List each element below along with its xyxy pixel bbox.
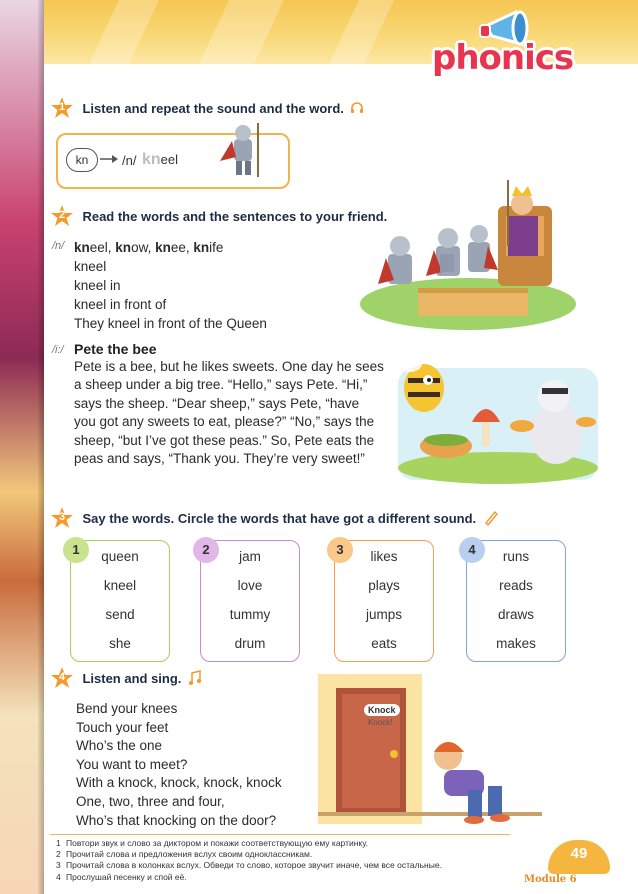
bee-and-sheep-illustration bbox=[386, 336, 606, 484]
word-group-4 bbox=[466, 540, 566, 662]
door-illustration bbox=[318, 674, 542, 826]
footer-divider bbox=[50, 834, 510, 835]
word-option[interactable]: runs bbox=[502, 549, 530, 564]
sound-symbol: /n/ bbox=[122, 153, 137, 168]
word-option[interactable]: kneel bbox=[103, 578, 137, 593]
word-option[interactable]: jumps bbox=[365, 607, 402, 622]
footer-line: 2 Прочитай слова и предложения вслух своим одноклассникам. bbox=[56, 849, 313, 860]
group-number-badge: 3 bbox=[327, 537, 353, 563]
word-option[interactable]: likes bbox=[370, 549, 398, 564]
exercise-3-title: Say the words. Circle the words that have got a different sound. bbox=[82, 510, 477, 526]
song-line: You want to meet? bbox=[76, 756, 188, 772]
star-badge-icon: 2 bbox=[50, 204, 74, 228]
word-group-3 bbox=[334, 540, 434, 662]
kn-line: kneel bbox=[74, 259, 107, 274]
headphones-icon bbox=[350, 101, 364, 115]
song-line: With a knock, knock, knock, knock bbox=[76, 775, 282, 791]
song-line: Touch your feet bbox=[76, 719, 169, 735]
kn-words-list bbox=[74, 238, 267, 333]
word-option[interactable]: reads bbox=[499, 578, 533, 593]
story-text: Pete is a bee, but he likes sweets. One day he sees a sheep under a big tree. “Hello,” says Pete. “Hi,” says the sheep. “Dear sheep,” says Pete, “have you got any sweets to eat, please?” “No,” says the sheep, “but I’ve got these peas.” So, Pete eats the peas and says, “Thank you. They’re very sweet!” bbox=[74, 359, 384, 467]
exercise-1-title: Listen and repeat the sound and the word. bbox=[82, 100, 344, 116]
word-option[interactable]: she bbox=[109, 636, 131, 651]
star-badge-icon: 4 bbox=[50, 666, 74, 690]
throne-room-illustration bbox=[358, 176, 578, 334]
exercise-4-title: Listen and sing. bbox=[82, 670, 182, 686]
page-number: 49 bbox=[548, 840, 610, 874]
footer-line: 1 Повтори звук и слово за диктором и покажи соответствующую ему картинку. bbox=[56, 838, 368, 848]
group-number-badge: 4 bbox=[459, 537, 485, 563]
word-option[interactable]: send bbox=[105, 607, 135, 622]
knight-illustration bbox=[214, 121, 274, 179]
exercise-2-title: Read the words and the sentences to your friend. bbox=[82, 208, 388, 224]
word-option[interactable]: plays bbox=[368, 578, 400, 593]
kn-line: kneel in bbox=[74, 278, 121, 293]
phonics-logo: phonics bbox=[432, 38, 574, 78]
knock-text: Knock! bbox=[368, 718, 393, 727]
exercise-1-header bbox=[50, 96, 364, 120]
song-line: Bend your knees bbox=[76, 701, 178, 716]
example-word: kneel bbox=[142, 151, 179, 168]
footer-line: 4 Прослушай песенку и спой её. bbox=[56, 871, 187, 882]
exercise-3-header bbox=[50, 506, 499, 530]
exercise-2-header bbox=[50, 204, 387, 228]
word-option[interactable]: drum bbox=[234, 636, 266, 651]
word-option[interactable]: tummy bbox=[229, 607, 271, 622]
word-option[interactable]: eats bbox=[371, 636, 397, 651]
song-line: Who’s that knocking on the door? bbox=[76, 812, 277, 828]
story-title: Pete the bee bbox=[74, 341, 157, 357]
song-lyrics bbox=[76, 700, 282, 830]
kn-line: kneel in front of bbox=[74, 297, 167, 312]
kn-words-first-line: kneel, know, knee, knife bbox=[74, 240, 224, 255]
word-group-1 bbox=[70, 540, 170, 662]
word-group-2 bbox=[200, 540, 300, 662]
module-label: Module 6 bbox=[524, 874, 577, 885]
word-option[interactable]: queen bbox=[101, 549, 139, 564]
phoneme-tag-i: /i:/ bbox=[52, 344, 64, 356]
knock-text: Knock bbox=[364, 704, 400, 716]
door-scene bbox=[318, 674, 542, 826]
left-page-illustration bbox=[0, 0, 44, 894]
pencil-icon bbox=[483, 510, 499, 526]
exercise-4-header bbox=[50, 666, 202, 690]
word-option[interactable]: draws bbox=[497, 607, 534, 622]
music-note-icon bbox=[188, 670, 202, 686]
arrow-icon bbox=[100, 152, 118, 166]
kn-line: They kneel in front of the Queen bbox=[74, 316, 267, 331]
phoneme-tag-n: /n/ bbox=[52, 240, 65, 252]
sound-box bbox=[56, 133, 290, 189]
group-number-badge: 2 bbox=[193, 537, 219, 563]
song-line: One, two, three and four, bbox=[76, 793, 225, 809]
star-badge-icon: 1 bbox=[50, 96, 74, 120]
word-option[interactable]: love bbox=[237, 578, 263, 593]
star-badge-icon: 3 bbox=[50, 506, 74, 530]
group-number-badge: 1 bbox=[63, 537, 89, 563]
letters-oval: kn bbox=[66, 148, 98, 172]
word-option[interactable]: makes bbox=[496, 636, 536, 651]
song-line: Who’s the one bbox=[76, 738, 163, 754]
footer-instructions bbox=[56, 838, 442, 883]
footer-line: 3 Прочитай слова в колонках вслух. Обведи то слово, которое звучит иначе, чем все остальные. bbox=[56, 860, 442, 871]
word-option[interactable]: jam bbox=[239, 549, 261, 564]
